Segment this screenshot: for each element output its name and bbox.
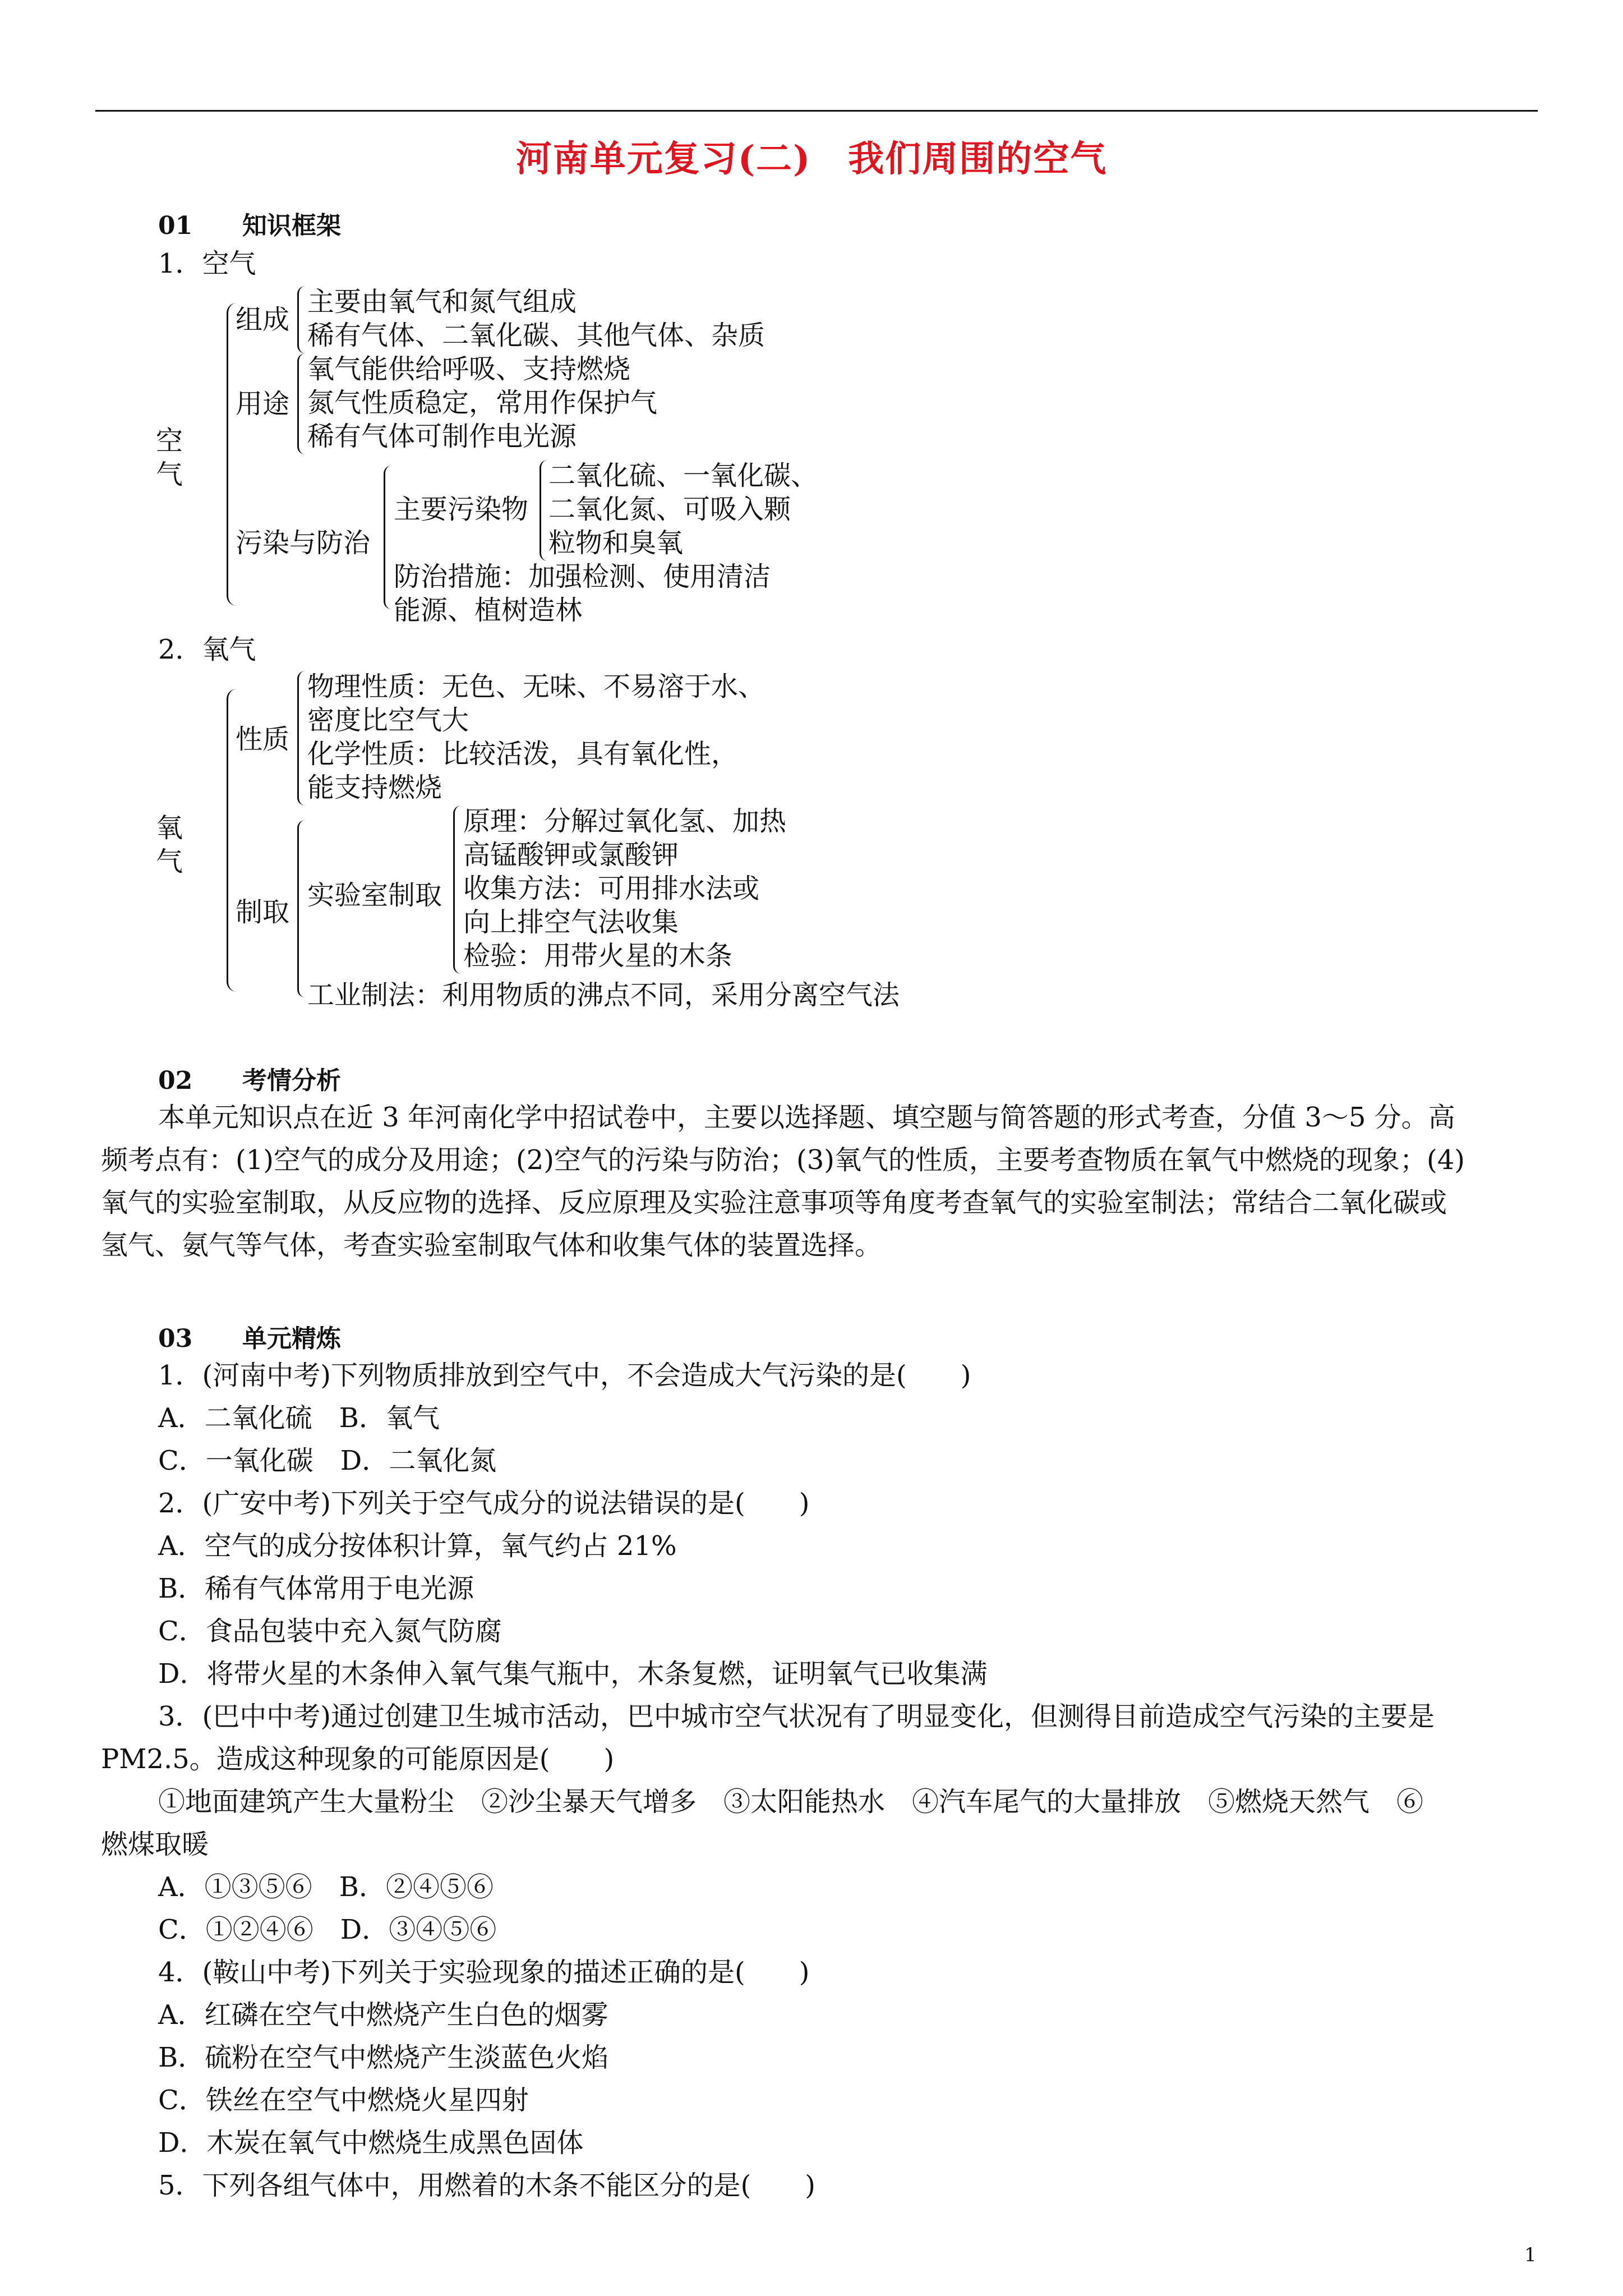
preparation-label: 制取 (236, 896, 290, 928)
properties-label: 性质 (236, 724, 290, 755)
uses-item: 氮气性质稳定，常用作保护气 (307, 387, 658, 418)
lab-item: 向上排空气法收集 (463, 907, 679, 938)
analysis-line: 频考点有：(1)空气的成分及用途；(2)空气的污染与防治；(3)氧气的性质，主要考查物质在氧气中燃烧的现象；(4) (101, 1144, 1465, 1176)
page-number: 1 (1524, 2244, 1537, 2266)
section-title: 知识框架 (242, 211, 341, 240)
section-heading-framework (158, 205, 341, 241)
property-item: 物理性质：无色、无味、不易溶于水、 (307, 671, 766, 702)
air-root-char-1: 空 (155, 425, 183, 457)
option-line: D．木炭在氧气中燃烧生成黑色固体 (158, 2127, 584, 2159)
property-item: 化学性质：比较活泼，具有氧化性， (307, 738, 739, 770)
pollutant-item: 粒物和臭氧 (548, 527, 684, 559)
option-line: C．①②④⑥ D．③④⑤⑥ (158, 1914, 497, 1945)
uses-item: 稀有气体可制作电光源 (307, 421, 577, 452)
prevention-item: 能源、植树造林 (394, 595, 583, 626)
lab-item: 高锰酸钾或氯酸钾 (463, 839, 679, 871)
analysis-line: 氢气、氨气等气体，考查实验室制取气体和收集气体的装置选择。 (101, 1230, 882, 1261)
option-line: C．食品包装中充入氮气防腐 (158, 1616, 502, 1647)
section-heading-exercises (158, 1318, 341, 1354)
composition-label: 组成 (236, 304, 290, 335)
option-line: A．空气的成分按体积计算，氧气约占 21% (158, 1530, 677, 1562)
option-line: B．稀有气体常用于电光源 (158, 1573, 474, 1604)
option-line: D．将带火星的木条伸入氧气集气瓶中，木条复燃，证明氧气已收集满 (158, 1658, 988, 1690)
air-label: 1．空气 (158, 248, 256, 279)
question-line: 2．(广安中考)下列关于空气成分的说法错误的是( ) (158, 1488, 810, 1519)
section-number: 01 (158, 211, 193, 240)
header-rule (95, 110, 1538, 112)
composition-item: 稀有气体、二氧化碳、其他气体、杂质 (307, 320, 766, 351)
industrial-method: 工业制法：利用物质的沸点不同，采用分离空气法 (307, 979, 900, 1011)
property-item: 能支持燃烧 (307, 772, 442, 803)
section-number: 03 (158, 1324, 193, 1353)
oxygen-root-char-2: 气 (155, 846, 183, 877)
option-line: B．硫粉在空气中燃烧产生淡蓝色火焰 (158, 2042, 609, 2073)
option-line: C．一氧化碳 D．二氧化氮 (158, 1445, 497, 1476)
question-line: 1．(河南中考)下列物质排放到空气中，不会造成大气污染的是( ) (158, 1360, 971, 1391)
option-line: A．①③⑤⑥ B．②④⑤⑥ (158, 1871, 494, 1903)
question-line: 5．下列各组气体中，用燃着的木条不能区分的是( ) (158, 2170, 815, 2201)
question-line: 4．(鞍山中考)下列关于实验现象的描述正确的是( ) (158, 1957, 810, 1988)
oxygen-label: 2．氧气 (158, 634, 256, 665)
lab-item: 原理：分解过氧化氢、加热 (463, 806, 787, 837)
section-number: 02 (158, 1066, 193, 1095)
composition-item: 主要由氧气和氮气组成 (307, 286, 577, 318)
question-line: 燃煤取暖 (101, 1829, 209, 1860)
uses-item: 氧气能供给呼吸、支持燃烧 (307, 353, 631, 385)
air-main-brace (227, 303, 241, 606)
analysis-line: 本单元知识点在近 3 年河南化学中招试卷中，主要以选择题、填空题与简答题的形式考查，分值 3～5 分。高 (158, 1102, 1455, 1133)
air-root-char-2: 气 (155, 459, 183, 490)
oxygen-root-char-1: 氧 (155, 812, 183, 844)
analysis-line: 氧气的实验室制取，从反应物的选择、反应原理及实验注意事项等角度考查氧气的实验室制法；常结合二氧化碳或 (101, 1187, 1447, 1218)
section-heading-analysis (158, 1060, 341, 1096)
question-line: 3．(巴中中考)通过创建卫生城市活动，巴中城市空气状况有了明显变化，但测得目前造成空气污染的主要是 (158, 1701, 1435, 1732)
prevention-item: 防治措施：加强检测、使用清洁 (394, 561, 771, 592)
pollutant-item: 二氧化硫、一氧化碳、 (548, 460, 818, 491)
question-line: PM2.5。造成这种现象的可能原因是( ) (101, 1743, 615, 1775)
option-line: A．红磷在空气中燃烧产生白色的烟雾 (158, 1999, 608, 2031)
pollution-label: 污染与防治 (236, 527, 371, 559)
page-title: 河南单元复习(二) 我们周围的空气 (515, 138, 1108, 180)
main-pollutants-label: 主要污染物 (394, 494, 529, 525)
pollutant-item: 二氧化氮、可吸入颗 (548, 494, 791, 525)
question-line: ①地面建筑产生大量粉尘 ②沙尘暴天气增多 ③太阳能热水 ④汽车尾气的大量排放 ⑤燃烧天然气 ⑥ (158, 1786, 1424, 1818)
lab-item: 收集方法：可用排水法或 (463, 873, 760, 904)
uses-label: 用途 (236, 388, 290, 420)
option-line: C．铁丝在空气中燃烧火星四射 (158, 2085, 529, 2116)
section-title: 考情分析 (242, 1066, 341, 1095)
lab-preparation-label: 实验室制取 (307, 880, 442, 911)
section-title: 单元精炼 (242, 1324, 341, 1353)
lab-item: 检验：用带火星的木条 (463, 940, 733, 972)
property-item: 密度比空气大 (307, 705, 469, 736)
option-line: A．二氧化硫 B．氧气 (158, 1402, 440, 1434)
